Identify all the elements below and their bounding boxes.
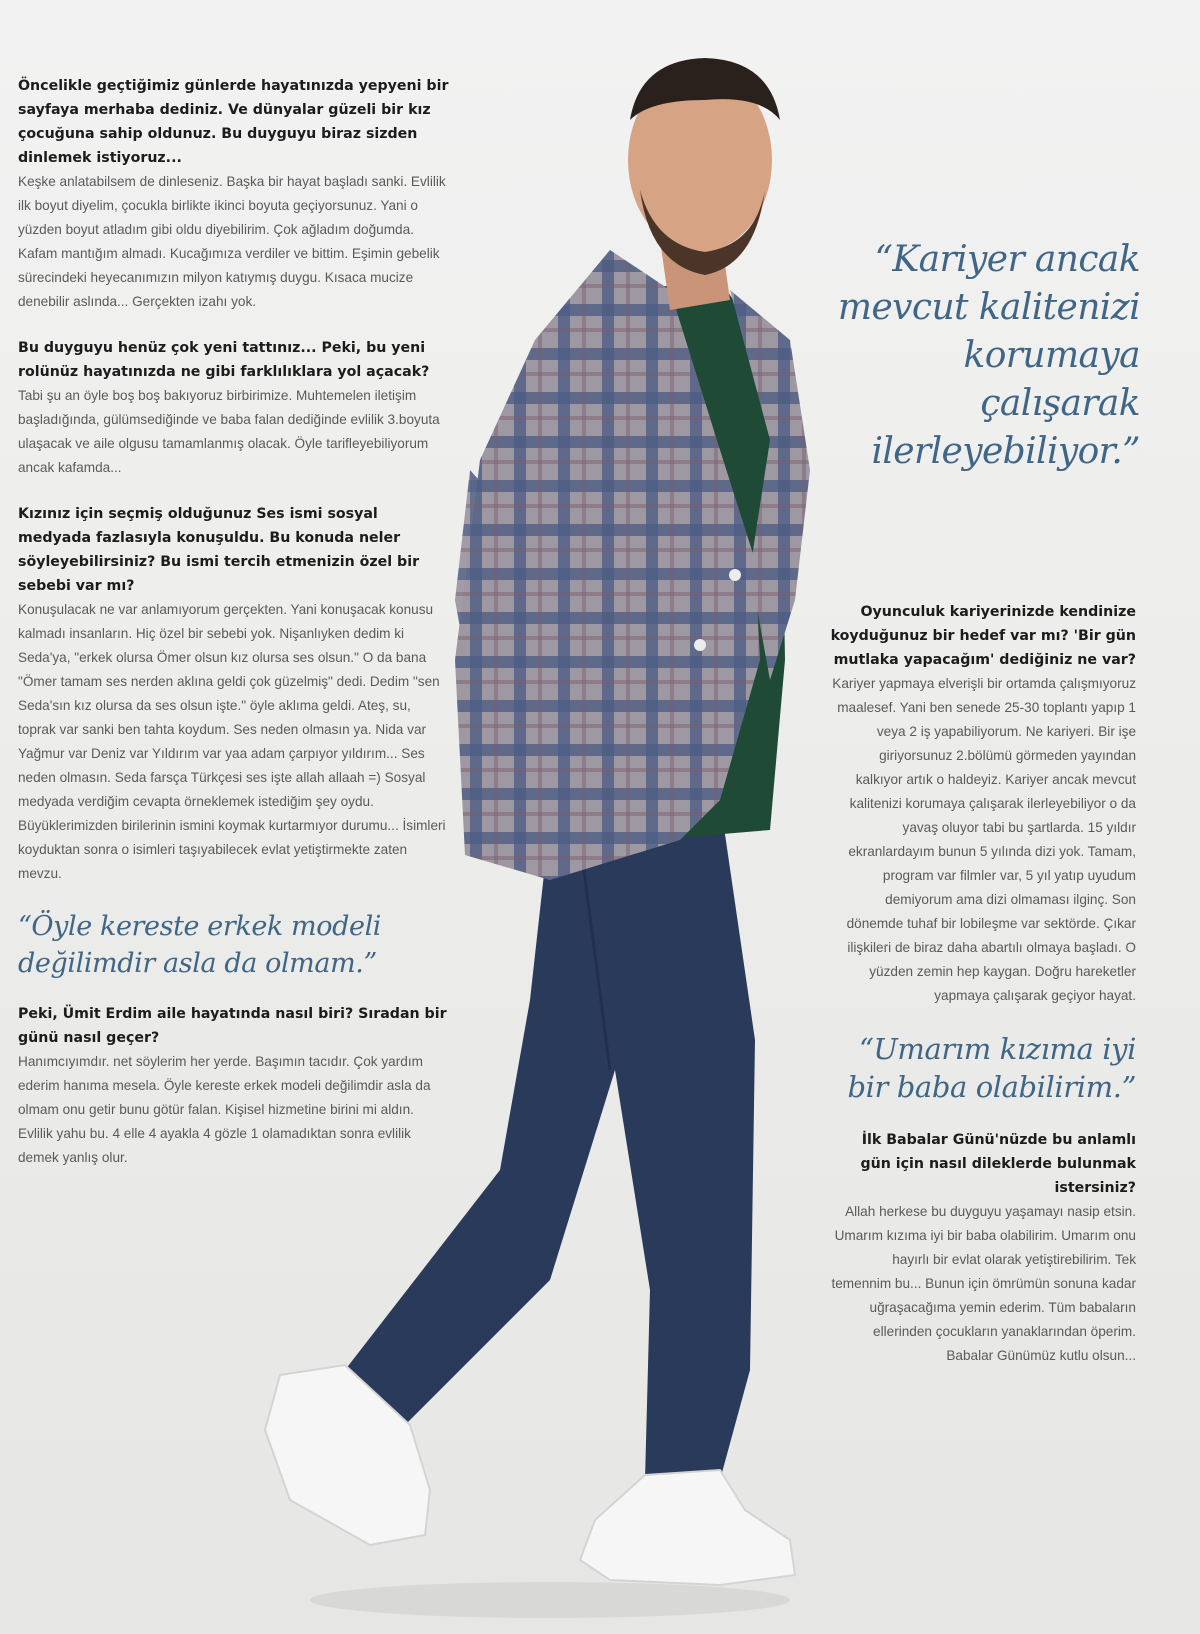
- answer-1: Keşke anlatabilsem de dinleseniz. Başka bir hayat başladı sanki. Evlilik ilk boyut diyelim, çocukla birlikte ikinci boyuta geçiyorsunuz. Yani o yüzden boyut atladım gibi oldu diyebilirim. Çok ağladım doğumda. Kafam mantığım almadı. Kucağımıza verdiler ve bittim. Eşimin gebelik sürecindeki heyecanımızın milyon katıymış duygu. Kısaca mucize denebilir aslında... Gerçekten izahı yok.: [18, 174, 446, 309]
- left-column: [18, 74, 450, 1192]
- answer-6: Allah herkese bu duyguyu yaşamayı nasip etsin. Umarım kızıma iyi bir baba olabilirim. Umarım onu hayırlı bir evlat olarak yetiştirebilirim. Tek temennim bu... Bunun için ömrümün sonuna kadar uğraşacağıma yemin ederim. Tüm babaların ellerinden çocukların yanaklarından öperim. Babalar Günümüz kutlu olsun...: [831, 1204, 1136, 1363]
- question-1: Öncelikle geçtiğimiz günlerde hayatınızda yepyeni bir sayfaya merhaba dediniz. Ve dünyalar güzeli bir kız çocuğuna sahip oldunuz. Bu duyguyu biraz sizden dinlemek istiyoruz...: [18, 78, 449, 166]
- question-6: İlk Babalar Günü'nüzde bu anlamlı gün için nasıl dileklerde bulunmak istersiniz?: [860, 1132, 1136, 1196]
- answer-3: Konuşulacak ne var anlamıyorum gerçekten. Yani konuşacak konusu kalmadı insanların. Hiç özel bir sebebi yok. Nişanlıyken dedim ki Seda'ya, "erkek olursa Ömer olsun kız olursa ses olsun." O da bana "Ömer tamam ses nerden aklına geldi çok güzelmiş" dedi. Dedim "sen Seda'sın kız olursa da ses olsun işte." öyle aklıma geldi. Ateş, su, toprak var sanki ben tahta koydum. Ses neden olmasın ya. Nida var Yağmur var Deniz var Yıldırım var yaa adam çarpıyor yıldırım... Ses neden olmasın. Seda farsça Türkçesi ses işte allah allaah =) Sosyal medyada verdiğim cevapta örneklemek istediğim şey oydu. Büyüklerimizden birilerinin ismini koymak kurtarmıyor durumu... İsimleri koyduktan sonra o isimleri taşıyabilecek evlat yetiştirmekte zaten mevzu.: [18, 602, 446, 881]
- question-2: Bu duyguyu henüz çok yeni tattınız... Peki, bu yeni rolünüz hayatınızda ne gibi farklılıklara yol açacak?: [18, 340, 430, 380]
- question-4: Peki, Ümit Erdim aile hayatında nasıl biri? Sıradan bir günü nasıl geçer?: [18, 1006, 447, 1046]
- answer-5: Kariyer yapmaya elverişli bir ortamda çalışmıyoruz maalesef. Yani ben senede 25-30 toplantı yapıp 1 veya 2 iş yapabiliyorum. Ne kariyeri. Bir işe giriyorsunuz 2.bölümü görmeden yayından kalkıyor artık o haldeyiz. Kariyer ancak mevcut kalitenizi korumaya çalışarak ilerleyebiliyor o da yavaş oluyor tabi bu şartlarda. 15 yıldır ekranlardayım bunun 5 yılında dizi yok. Tamam, program var filmler var, 5 yıl yatıp uyudum demiyorum ama dizi olmaması ilginç. Son dönemde tuhaf bir lobileşme var sektörde. Çıkar ilişkileri de biraz daha abartılı olmaya başladı. O yüzden zemin hep kaygan. Doğru hareketler yapmaya çalışarak geçiyor hayat.: [832, 676, 1136, 1003]
- answer-4: Hanımcıyımdır. net söylerim her yerde. Başımın tacıdır. Çok yardım ederim hanıma mesela. Öyle kereste erkek modeli değilimdir asla da olmam onu getir bunu götür falan. Kişisel hizmetine birini mi aldın. Evlilik yahu bu. 4 elle 4 ayakla 4 gözle 1 olamadıktan sonra evlilik demek yanlış olur.: [18, 1054, 431, 1165]
- answer-2: Tabi şu an öyle boş boş bakıyoruz birbirimize. Muhtemelen iletişim başladığında, gülümsediğinde ve baba falan dediğinde evlilik 3.boyuta ulaşacak ve aile olgusu tamamlanmış olacak. Öyle tarifleyebiliyorum ancak kafamda...: [18, 388, 440, 475]
- question-3: Kızınız için seçmiş olduğunuz Ses ismi sosyal medyada fazlasıyla konuşuldu. Bu konuda neler söyleyebilirsiniz? Bu ismi tercih etmenizin özel bir sebebi var mı?: [18, 506, 420, 594]
- right-column: [830, 600, 1136, 1390]
- question-5: Oyunculuk kariyerinizde kendinize koyduğunuz bir hedef var mı? 'Bir gün mutlaka yapacağım' dediğiniz ne var?: [830, 604, 1136, 668]
- right-pull-quote: “Umarım kızıma iyi bir baba olabilirim.”: [847, 1032, 1136, 1104]
- left-pull-quote: “Öyle kereste erkek modeli değilimdir asla da olmam.”: [18, 911, 382, 979]
- big-pull-quote: “Kariyer ancak mevcut kalitenizi korumaya çalışarak ilerleyebiliyor.”: [837, 239, 1140, 472]
